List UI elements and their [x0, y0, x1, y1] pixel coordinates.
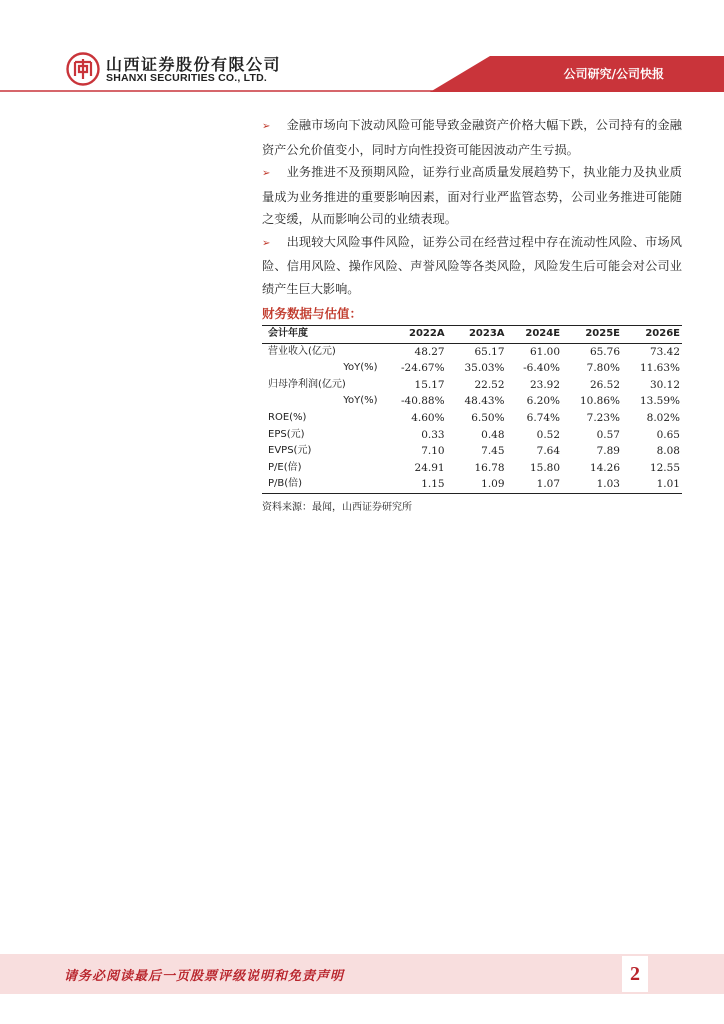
- year-header: 2025E: [562, 326, 622, 344]
- table-row: [262, 343, 682, 360]
- table-cell: 4.60%: [411, 411, 445, 424]
- table-cell: 1.03: [562, 476, 622, 493]
- table-cell: 15.17: [414, 378, 445, 391]
- section-title: 财务数据与估值：: [262, 306, 363, 321]
- table-cell: 8.02%: [646, 411, 680, 424]
- table-cell: 0.57: [596, 428, 620, 441]
- table-cell: 7.45: [481, 445, 505, 458]
- table-row: [262, 410, 682, 427]
- table-cell: 11.63%: [639, 362, 680, 375]
- table-cell: 7.80%: [586, 362, 620, 375]
- table-cell: 7.10: [421, 445, 445, 458]
- risk-item: ➢ 金融市场向下波动风险可能导致金融资产价格大幅下跌，公司持有的金融资产公允价值变小，同时方向性投资可能因波动产生亏损。: [262, 118, 682, 157]
- report-category-tag: 公司研究/公司快报: [563, 67, 664, 81]
- table-cell: 65.17: [474, 345, 505, 358]
- row-label: P/B(倍): [262, 476, 382, 493]
- financial-table: [262, 325, 682, 494]
- table-cell: 61.00: [529, 345, 561, 358]
- table-cell: 0.33: [421, 428, 445, 441]
- risk-item: ➢ 出现较大风险事件风险，证券公司在经营过程中存在流动性风险、市场风险、信用风险、操作风险、声誉风险等各类风险，风险发生后可能会对公司业绩产生巨大影响。: [262, 234, 682, 296]
- table-cell: 48.27: [414, 345, 445, 358]
- table-cell: 35.03%: [464, 362, 505, 375]
- row-label: 营业收入(亿元): [268, 345, 336, 357]
- table-cell: 1.09: [447, 476, 507, 493]
- table-cell: 13.59%: [639, 395, 680, 408]
- table-cell: 7.23%: [586, 411, 620, 424]
- table-cell: 10.86%: [579, 395, 620, 408]
- table-cell: 7.64: [536, 445, 561, 458]
- arrow-bullet-icon: ➢: [262, 168, 271, 179]
- table-cell: 12.55: [649, 461, 680, 474]
- page-header: [0, 0, 724, 100]
- table-cell: 48.43%: [464, 395, 505, 408]
- row-label: ROE(%): [268, 411, 307, 423]
- table-cell: -40.88%: [400, 395, 445, 408]
- table-cell: 1.01: [622, 476, 682, 493]
- table-header-label: 会计年度: [262, 326, 382, 344]
- table-row: [262, 427, 682, 444]
- table-cell: 15.80: [529, 461, 561, 474]
- table-cell: 1.15: [382, 476, 447, 493]
- table-cell: 14.26: [589, 461, 620, 474]
- table-cell: 0.65: [656, 428, 680, 441]
- page-footer: [0, 954, 724, 994]
- table-cell: 8.08: [656, 445, 680, 458]
- table-source: 资料来源：最闻，山西证券研究所: [262, 501, 412, 513]
- table-cell: 7.89: [596, 445, 620, 458]
- row-label: YoY(%): [343, 395, 378, 407]
- table-cell: 6.50%: [471, 411, 505, 424]
- table-cell: 73.42: [649, 345, 680, 358]
- table-header-row: [262, 326, 682, 344]
- table-cell: 65.76: [589, 345, 620, 358]
- footer-disclaimer: 请务必阅读最后一页股票评级说明和免责声明: [64, 969, 345, 984]
- table-cell: 24.91: [414, 461, 445, 474]
- arrow-bullet-icon: ➢: [262, 237, 271, 249]
- row-label: YoY(%): [343, 362, 378, 374]
- main-content: [262, 114, 682, 513]
- row-label: P/E(倍): [268, 461, 302, 473]
- row-label: EPS(元): [268, 428, 305, 440]
- table-row: [262, 360, 682, 377]
- table-row: [262, 393, 682, 410]
- table-cell: 6.20%: [526, 395, 561, 408]
- table-cell: 0.48: [481, 428, 505, 441]
- year-header: 2024E: [507, 326, 562, 344]
- company-name-cn: 山西证券股份有限公司: [106, 55, 282, 74]
- company-name-en: SHANXI SECURITIES CO., LTD.: [106, 72, 267, 84]
- table-row: [262, 460, 682, 477]
- table-cell: 0.52: [536, 428, 561, 441]
- table-cell: 23.92: [529, 378, 561, 391]
- table-cell: 1.07: [507, 476, 562, 493]
- table-row: [262, 377, 682, 394]
- table-cell: 30.12: [649, 378, 680, 391]
- risk-item: ➢ 业务推进不及预期风险，证券行业高质量发展趋势下，执业能力及执业质量成为业务推进的重要影响因素，面对行业严监管态势，公司业务推进可能随之变缓，从而影响公司的业绩表现。: [262, 165, 682, 226]
- row-label: EVPS(元): [268, 445, 312, 457]
- page-number: 2: [622, 956, 648, 992]
- row-label: 归母净利润(亿元): [268, 378, 346, 390]
- year-header: 2022A: [382, 326, 447, 344]
- table-cell: -6.40%: [523, 362, 561, 375]
- table-cell: 6.74%: [526, 411, 561, 424]
- table-cell: -24.67%: [400, 362, 445, 375]
- table-cell: 22.52: [474, 378, 505, 391]
- table-cell: 26.52: [589, 378, 620, 391]
- table-cell: 16.78: [474, 461, 505, 474]
- year-header: 2023A: [447, 326, 507, 344]
- table-row: [262, 476, 682, 493]
- arrow-bullet-icon: ➢: [262, 121, 271, 132]
- year-header: 2026E: [622, 326, 682, 344]
- table-row: [262, 443, 682, 460]
